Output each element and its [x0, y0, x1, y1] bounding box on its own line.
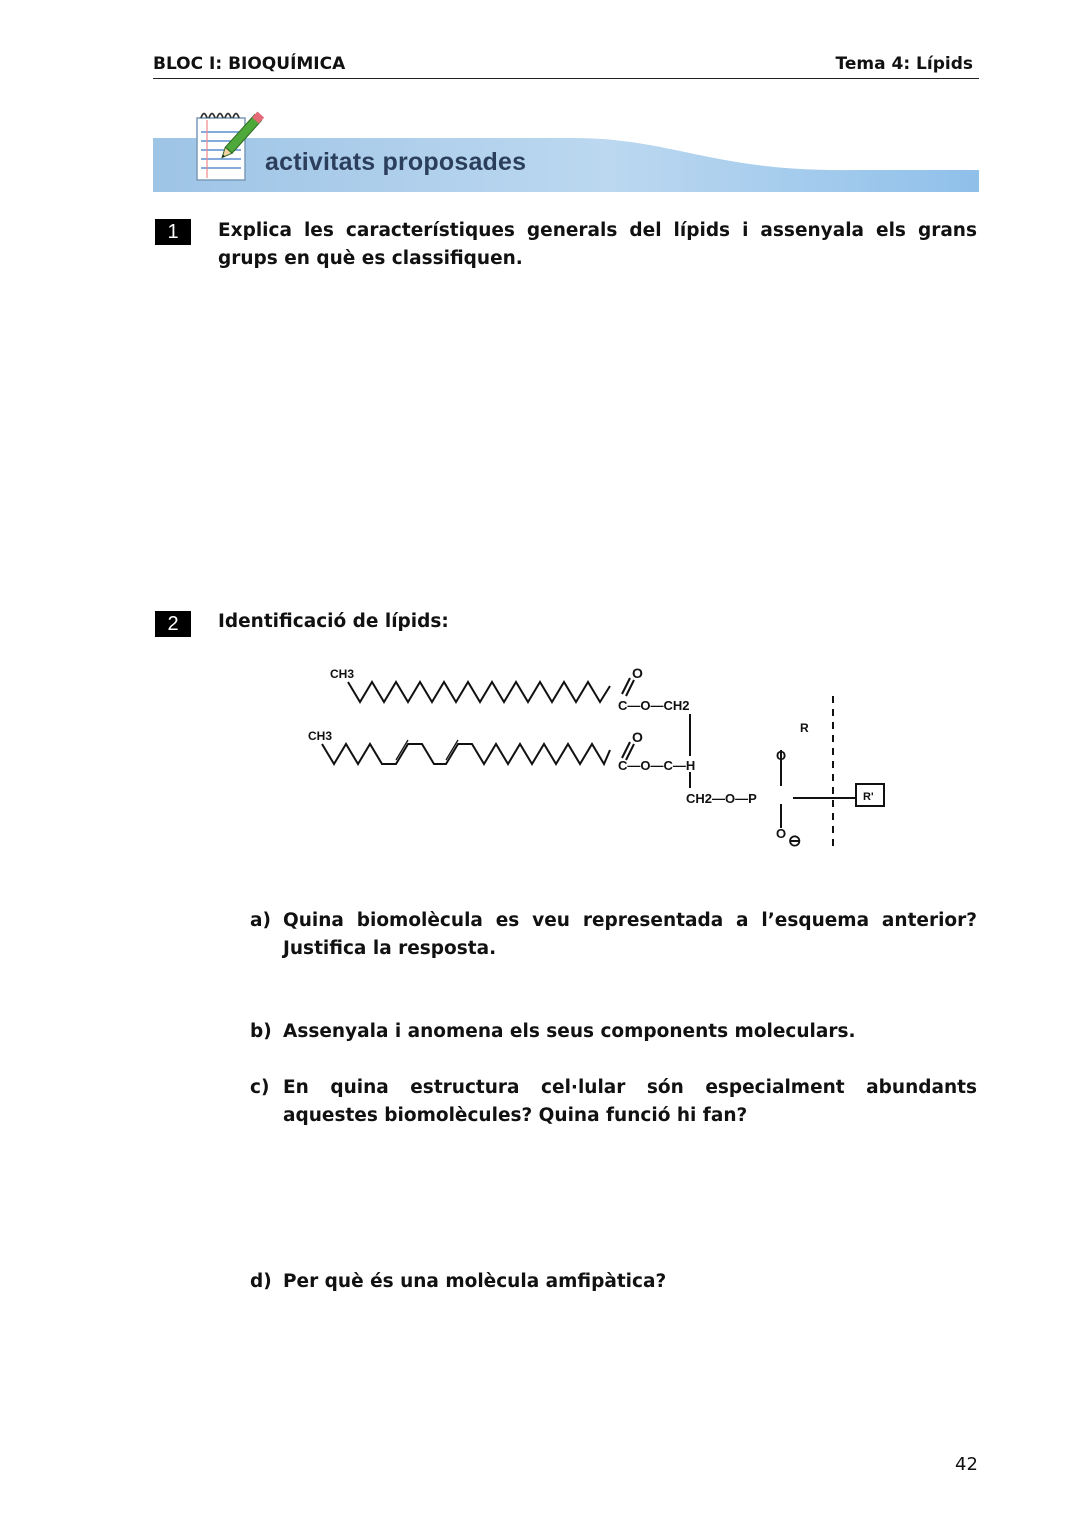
question-number-2: 2: [155, 611, 191, 637]
header-topic-title: Tema 4: Lípids: [835, 54, 973, 74]
ester-bond-top: C—O—CH2: [618, 698, 690, 713]
ch3-label-top: CH3: [330, 667, 355, 681]
r-group-label: R: [800, 721, 809, 735]
r-prime-label: R': [863, 791, 874, 803]
phospholipid-diagram: [300, 660, 900, 864]
unsaturated-fatty-acid-chain: [322, 744, 610, 764]
negative-charge-symbol: ⊖: [788, 833, 802, 850]
subquestion-label: c): [250, 1077, 270, 1098]
subquestion-d: [250, 1268, 977, 1296]
ch3-label-bottom: CH3: [308, 729, 333, 743]
question-2-text: Identificació de lípids:: [218, 611, 449, 632]
phosphate-oxygen-top: O: [776, 748, 787, 763]
phospholipid-structure: [300, 660, 900, 860]
carbonyl-oxygen-top: O: [632, 665, 643, 681]
question-1-text: Explica les característiques generals del lípids i assenyala els grans grups en què es classifiquen.: [218, 220, 977, 269]
subquestion-label: a): [250, 910, 271, 931]
subquestion-b: [250, 1018, 977, 1046]
activities-banner: [153, 108, 979, 194]
subquestion-text: En quina estructura cel·lular són especialment abundants aquestes biomolècules? Quina funció hi fan?: [283, 1077, 977, 1126]
saturated-fatty-acid-chain: [348, 682, 610, 702]
subquestion-c: [250, 1074, 977, 1130]
carbonyl-oxygen-bottom: O: [632, 729, 643, 745]
subquestion-label: b): [250, 1021, 272, 1042]
subquestion-text: Quina biomolècula es veu representada a l’esquema anterior? Justifica la resposta.: [283, 910, 977, 959]
banner-title: activitats proposades: [265, 148, 527, 176]
subquestion-label: d): [250, 1271, 272, 1292]
glycerol-phosphate-bond: CH2—O—P: [686, 791, 757, 806]
question-number-1: 1: [155, 219, 191, 245]
phosphate-oxygen-bottom: O: [776, 826, 787, 841]
subquestion-text: Assenyala i anomena els seus components moleculars.: [283, 1021, 856, 1042]
page-number: 42: [955, 1454, 978, 1475]
subquestion-a: [250, 907, 977, 963]
subquestion-text: Per què és una molècula amfipàtica?: [283, 1271, 667, 1292]
ester-bond-bottom: C—O—C—H: [618, 758, 696, 773]
header-section-title: BLOC I: BIOQUÍMICA: [153, 54, 346, 74]
page-header: [153, 54, 979, 79]
